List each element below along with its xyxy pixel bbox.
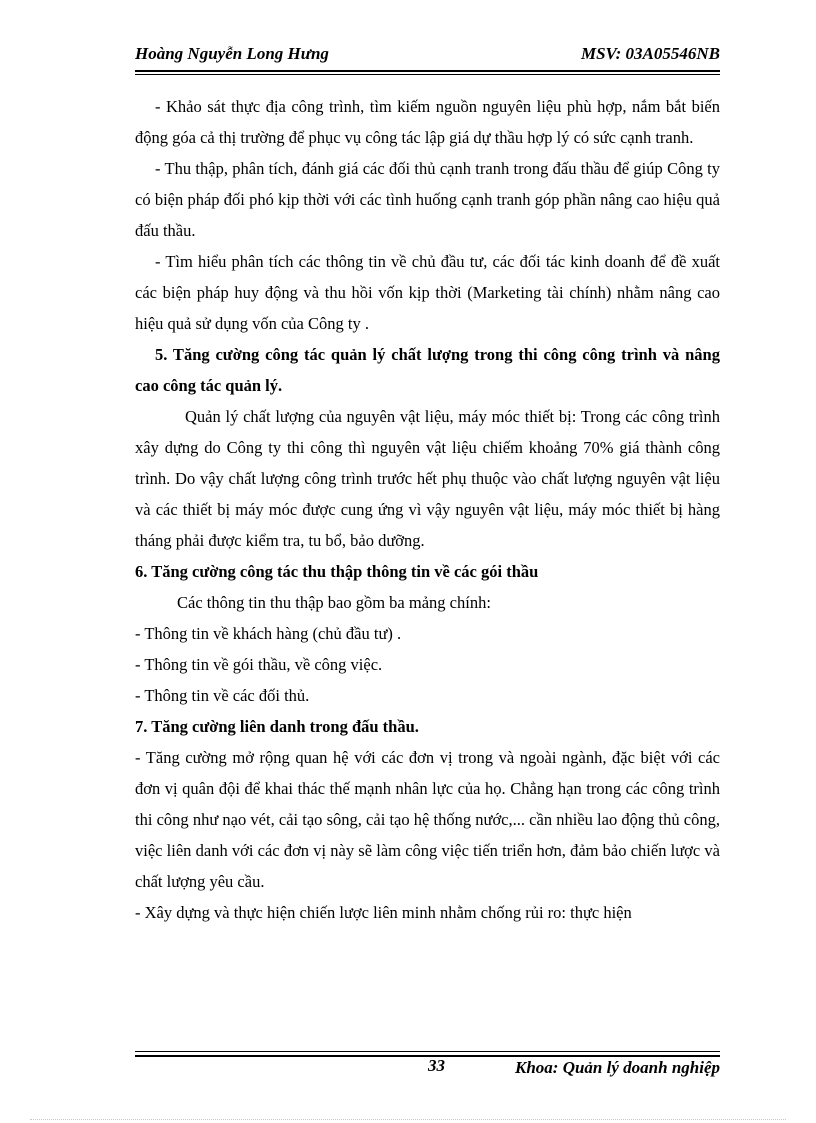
- list-item: - Thông tin về khách hàng (chủ đầu tư) .: [135, 624, 402, 643]
- department-name: Khoa: Quản lý doanh nghiệp: [515, 1058, 720, 1077]
- header-rule: [135, 70, 720, 72]
- section-heading-5: 5. Tăng cường công tác quản lý chất lượng trong thi công công trình và nâng cao công tác quản lý.: [135, 345, 720, 395]
- list-item: - Thông tin về gói thầu, về công việc.: [135, 655, 383, 674]
- paragraph: Các thông tin thu thập bao gồm ba mảng chính:: [177, 593, 491, 612]
- section-heading-6: 6. Tăng cường công tác thu thập thông tin về các gói thầu: [135, 562, 539, 581]
- paragraph: Quản lý chất lượng của nguyên vật liệu, máy móc thiết bị: Trong các công trình xây dựng do Công ty thi công thì nguyên vật liệu chiếm khoảng 70% giá thành công trình. Do vậy chất lượng công trình trước hết phụ thuộc vào chất lượng nguyên vật liệu và các thiết bị máy móc được cung ứng vì vậy nguyên vật liệu, máy móc thiết bị hàng tháng phải được kiểm tra, tu bổ, bảo dưỡng.: [135, 407, 720, 550]
- paragraph: - Tăng cường mở rộng quan hệ với các đơn vị trong và ngoài ngành, đặc biệt với các đơn vị quân đội để khai thác thế mạnh nhân lực của họ. Chẳng hạn trong các công trình thi công như nạo vét, cải tạo sông, cải tạo hệ thống nước,... cần nhiều lao động thủ công, việc liên danh với các đơn vị này sẽ làm công việc tiến triển hơn, đảm bảo chiến lược và chất lượng yêu cầu.: [135, 748, 720, 891]
- list-item: - Thông tin về các đối thủ.: [135, 686, 310, 705]
- page-edge: [30, 1119, 786, 1120]
- paragraph: - Xây dựng và thực hiện chiến lược liên minh nhằm chống rủi ro: thực hiện: [135, 903, 632, 922]
- header-rule-thin: [135, 74, 720, 75]
- page-header: [135, 44, 720, 70]
- student-id: MSV: 03A05546NB: [580, 44, 720, 63]
- paragraph: - Tìm hiểu phân tích các thông tin về chủ đầu tư, các đối tác kinh doanh để đề xuất các biện pháp huy động và thu hồi vốn kịp thời (Marketing tài chính) nhằm nâng cao hiệu quả sử dụng vốn của Công ty .: [135, 252, 720, 333]
- paragraph: - Khảo sát thực địa công trình, tìm kiếm nguồn nguyên liệu phù hợp, nắm bắt biến động góa cả thị trường để phục vụ công tác lập giá dự thầu hợp lý có sức cạnh tranh.: [135, 97, 720, 147]
- section-heading-7: 7. Tăng cường liên danh trong đấu thầu.: [135, 717, 419, 736]
- footer-rule-thin: [135, 1051, 720, 1052]
- author-name: Hoàng Nguyễn Long Hưng: [135, 44, 329, 63]
- page-body: [135, 91, 720, 928]
- paragraph: - Thu thập, phân tích, đánh giá các đối thủ cạnh tranh trong đấu thầu để giúp Công ty có biện pháp đối phó kịp thời với các tình huống cạnh tranh góp phần nâng cao hiệu quả đấu thầu.: [135, 159, 720, 240]
- page-number: 33: [428, 1056, 445, 1075]
